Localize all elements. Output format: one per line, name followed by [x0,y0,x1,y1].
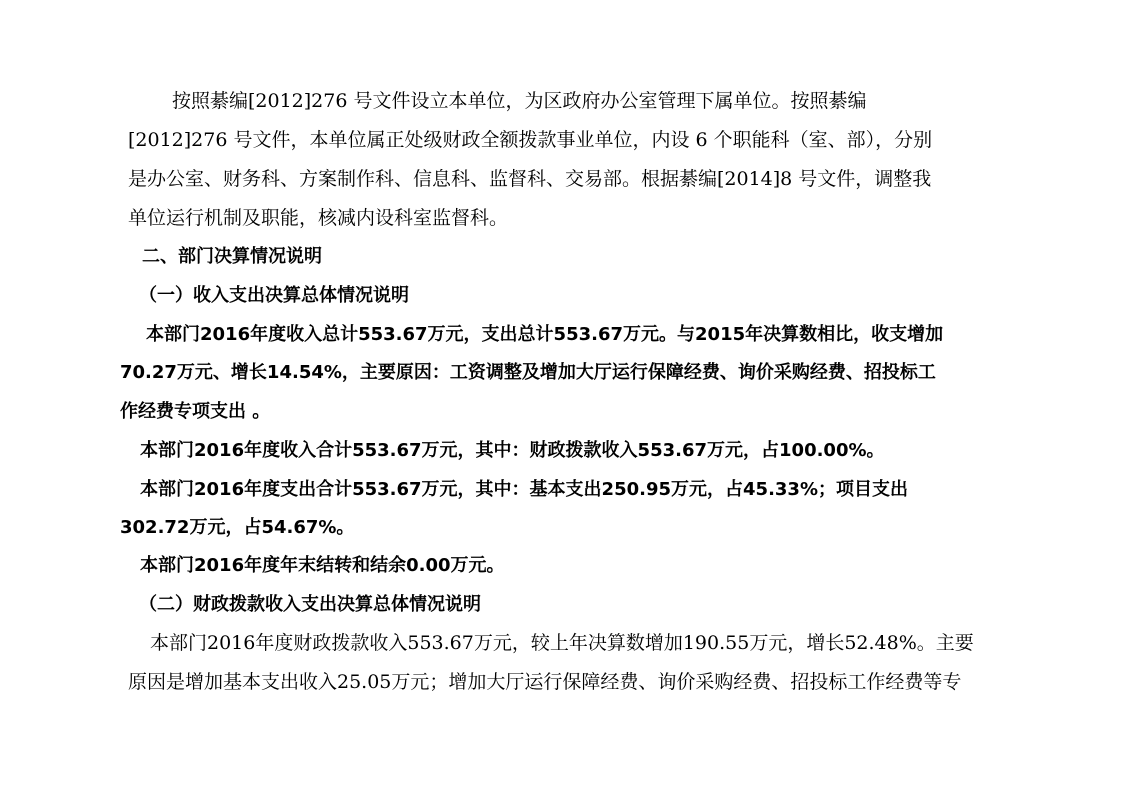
paragraph-6-line-1: 本部门2016年度财政拨款收入553.67万元，较上年决算数增加190.55万元，增长52.48%。主要 [150,632,974,654]
paragraph-4-line-2: 302.72万元，占54.67%。 [120,517,355,538]
paragraph-6-line-2: 原因是增加基本支出收入25.05万元；增加大厅运行保障经费、询价采购经费、招投标工作经费等专 [128,671,962,693]
paragraph-3-income-total: 本部门2016年度收入合计553.67万元，其中：财政拨款收入553.67万元，占100.00%。 [140,440,885,461]
paragraph-2-line-2: 70.27万元、增长14.54%，主要原因：工资调整及增加大厅运行保障经费、询价采购经费、招投标工 [120,362,936,383]
subsection-heading-fiscal-appropriation: （二）财政拨款收入支出决算总体情况说明 [139,594,481,615]
subsection-heading-income-expenditure: （一）收入支出决算总体情况说明 [139,285,409,306]
paragraph-2-line-3: 作经费专项支出 。 [120,401,271,422]
paragraph-2-line-1: 本部门2016年度收入总计553.67万元，支出总计553.67万元。与2015年决算数相比，收支增加 [146,324,944,345]
paragraph-1-line-4: 单位运行机制及职能，核减内设科室监督科。 [128,207,509,229]
paragraph-5-year-end-balance: 本部门2016年度年末结转和结余0.00万元。 [140,555,505,576]
section-heading-department-accounts: 二、部门决算情况说明 [142,246,322,267]
paragraph-1-line-3: 是办公室、财务科、方案制作科、信息科、监督科、交易部。根据綦编[2014]8 号文件，调整我 [128,168,932,190]
paragraph-4-line-1: 本部门2016年度支出合计553.67万元，其中：基本支出250.95万元，占45.33%；项目支出 [140,479,908,500]
paragraph-1-line-2: [2012]276 号文件，本单位属正处级财政全额拨款事业单位，内设 6 个职能科（室、部），分别 [128,129,933,151]
paragraph-1-line-1: 按照綦编[2012]276 号文件设立本单位，为区政府办公室管理下属单位。按照綦编 [172,90,867,112]
